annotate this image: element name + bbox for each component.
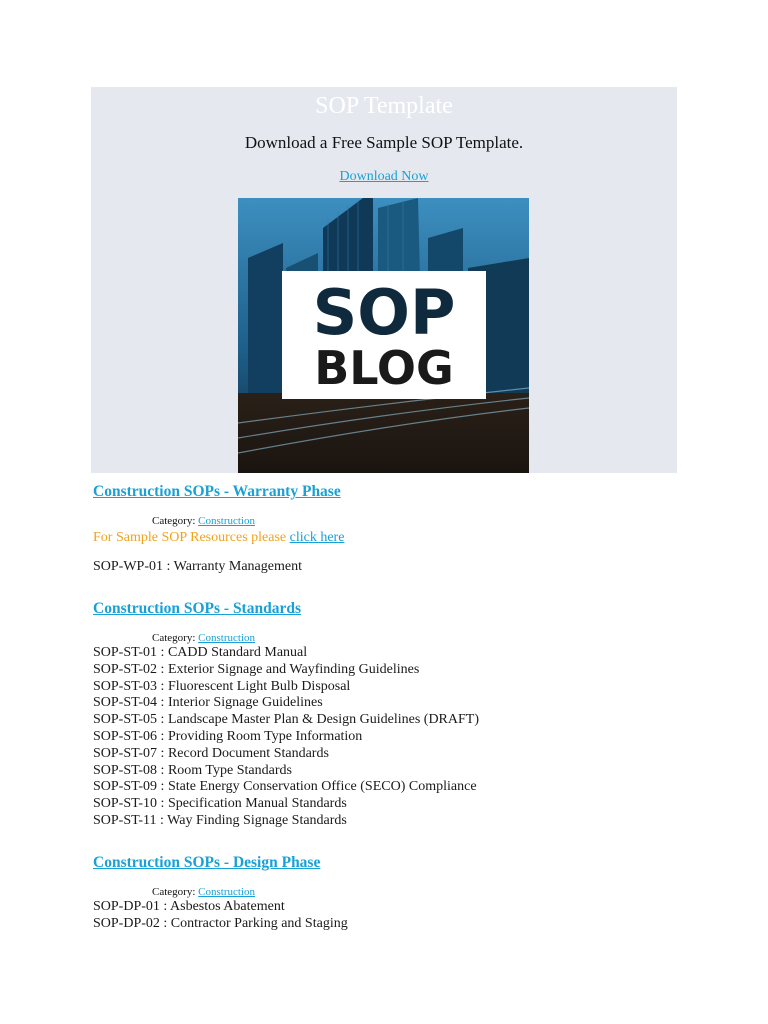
download-now-link[interactable]: Download Now <box>339 169 429 184</box>
list-item: SOP-ST-02 : Exterior Signage and Wayfinding Guidelines <box>93 661 420 677</box>
list-item: SOP-ST-10 : Specification Manual Standards <box>93 796 347 812</box>
design-sop-list <box>93 899 348 933</box>
category-link[interactable]: Construction <box>198 632 255 644</box>
category-link[interactable]: Construction <box>198 886 255 898</box>
list-item: SOP-WP-01 : Warranty Management <box>93 559 302 574</box>
banner-title: SOP Template <box>315 93 453 119</box>
heading-warranty-phase[interactable]: Construction SOPs - Warranty Phase <box>93 483 341 500</box>
template-banner <box>91 87 677 473</box>
list-item: SOP-ST-07 : Record Document Standards <box>93 745 329 761</box>
category-row <box>152 514 255 528</box>
banner-subtitle: Download a Free Sample SOP Template. <box>244 133 524 152</box>
category-link[interactable]: Construction <box>198 515 255 527</box>
resources-text: For Sample SOP Resources please <box>93 530 290 545</box>
list-item: SOP-ST-04 : Interior Signage Guidelines <box>93 695 323 711</box>
list-item: SOP-DP-02 : Contractor Parking and Staging <box>93 915 348 931</box>
standards-sop-list <box>93 645 479 830</box>
sop-logo-text: SOP <box>312 276 456 349</box>
list-item: SOP-ST-09 : State Energy Conservation Office (SECO) Compliance <box>93 779 477 795</box>
category-label: Category: <box>152 515 196 527</box>
list-item: SOP-ST-06 : Providing Room Type Information <box>93 728 363 744</box>
heading-design-phase[interactable]: Construction SOPs - Design Phase <box>93 854 321 871</box>
heading-standards[interactable]: Construction SOPs - Standards <box>93 600 301 617</box>
list-item: SOP-ST-08 : Room Type Standards <box>93 762 292 778</box>
warranty-sop-list <box>93 559 302 576</box>
category-row <box>152 631 255 645</box>
sample-resources-line <box>93 529 344 546</box>
click-here-link[interactable]: click here <box>289 530 345 545</box>
sop-blog-image <box>238 198 529 473</box>
category-row <box>152 885 255 899</box>
list-item: SOP-ST-01 : CADD Standard Manual <box>93 645 308 660</box>
list-item: SOP-DP-01 : Asbestos Abatement <box>93 899 285 914</box>
category-label: Category: <box>152 632 196 644</box>
list-item: SOP-ST-05 : Landscape Master Plan & Design Guidelines (DRAFT) <box>93 712 479 728</box>
list-item: SOP-ST-03 : Fluorescent Light Bulb Disposal <box>93 678 351 694</box>
category-label: Category: <box>152 886 196 898</box>
list-item: SOP-ST-11 : Way Finding Signage Standards <box>93 812 347 828</box>
blog-logo-text: BLOG <box>314 341 454 395</box>
